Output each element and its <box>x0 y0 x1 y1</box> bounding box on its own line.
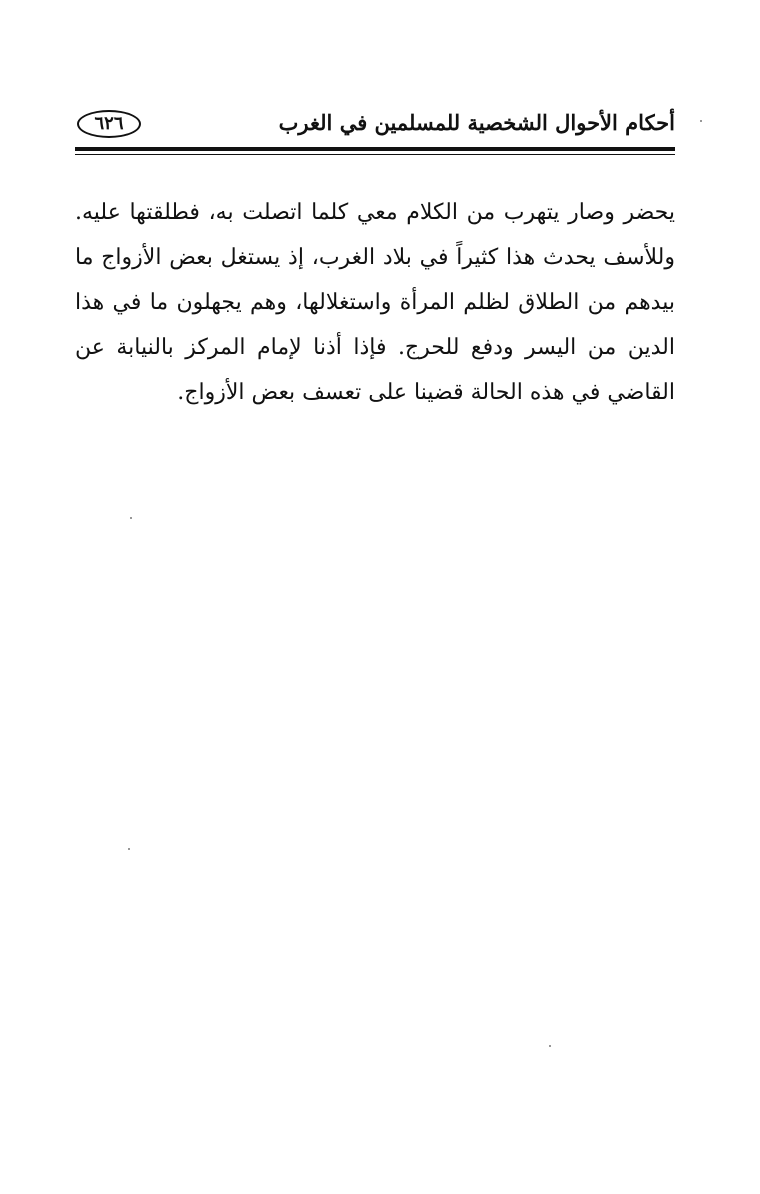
page-header <box>75 104 675 144</box>
scan-speck <box>549 1045 551 1047</box>
page-number: ٦٢٦ <box>77 110 141 138</box>
header-rule-thick <box>75 147 675 151</box>
paragraph: يحضر وصار يتهرب من الكلام معي كلما اتصلت به، فطلقتها عليه. وللأسف يحدث هذا كثيراً في بلاد الغرب، إذ يستغل بعض الأزواج ما بيدهم من الطلاق لظلم المرأة واستغلالها، وهم يجهلون ما في هذا الدين من اليسر ودفع للحرج. فإذا أذنا لإمام المركز بالنيابة عن القاضي في هذه الحالة قضينا على تعسف بعض الأزواج. <box>75 200 675 405</box>
running-title: أحكام الأحوال الشخصية للمسلمين في الغرب <box>278 110 675 135</box>
body-text <box>75 190 675 415</box>
scan-speck <box>128 848 130 850</box>
scan-speck <box>700 120 702 122</box>
header-rule-thin <box>75 154 675 155</box>
scan-speck <box>130 517 132 519</box>
